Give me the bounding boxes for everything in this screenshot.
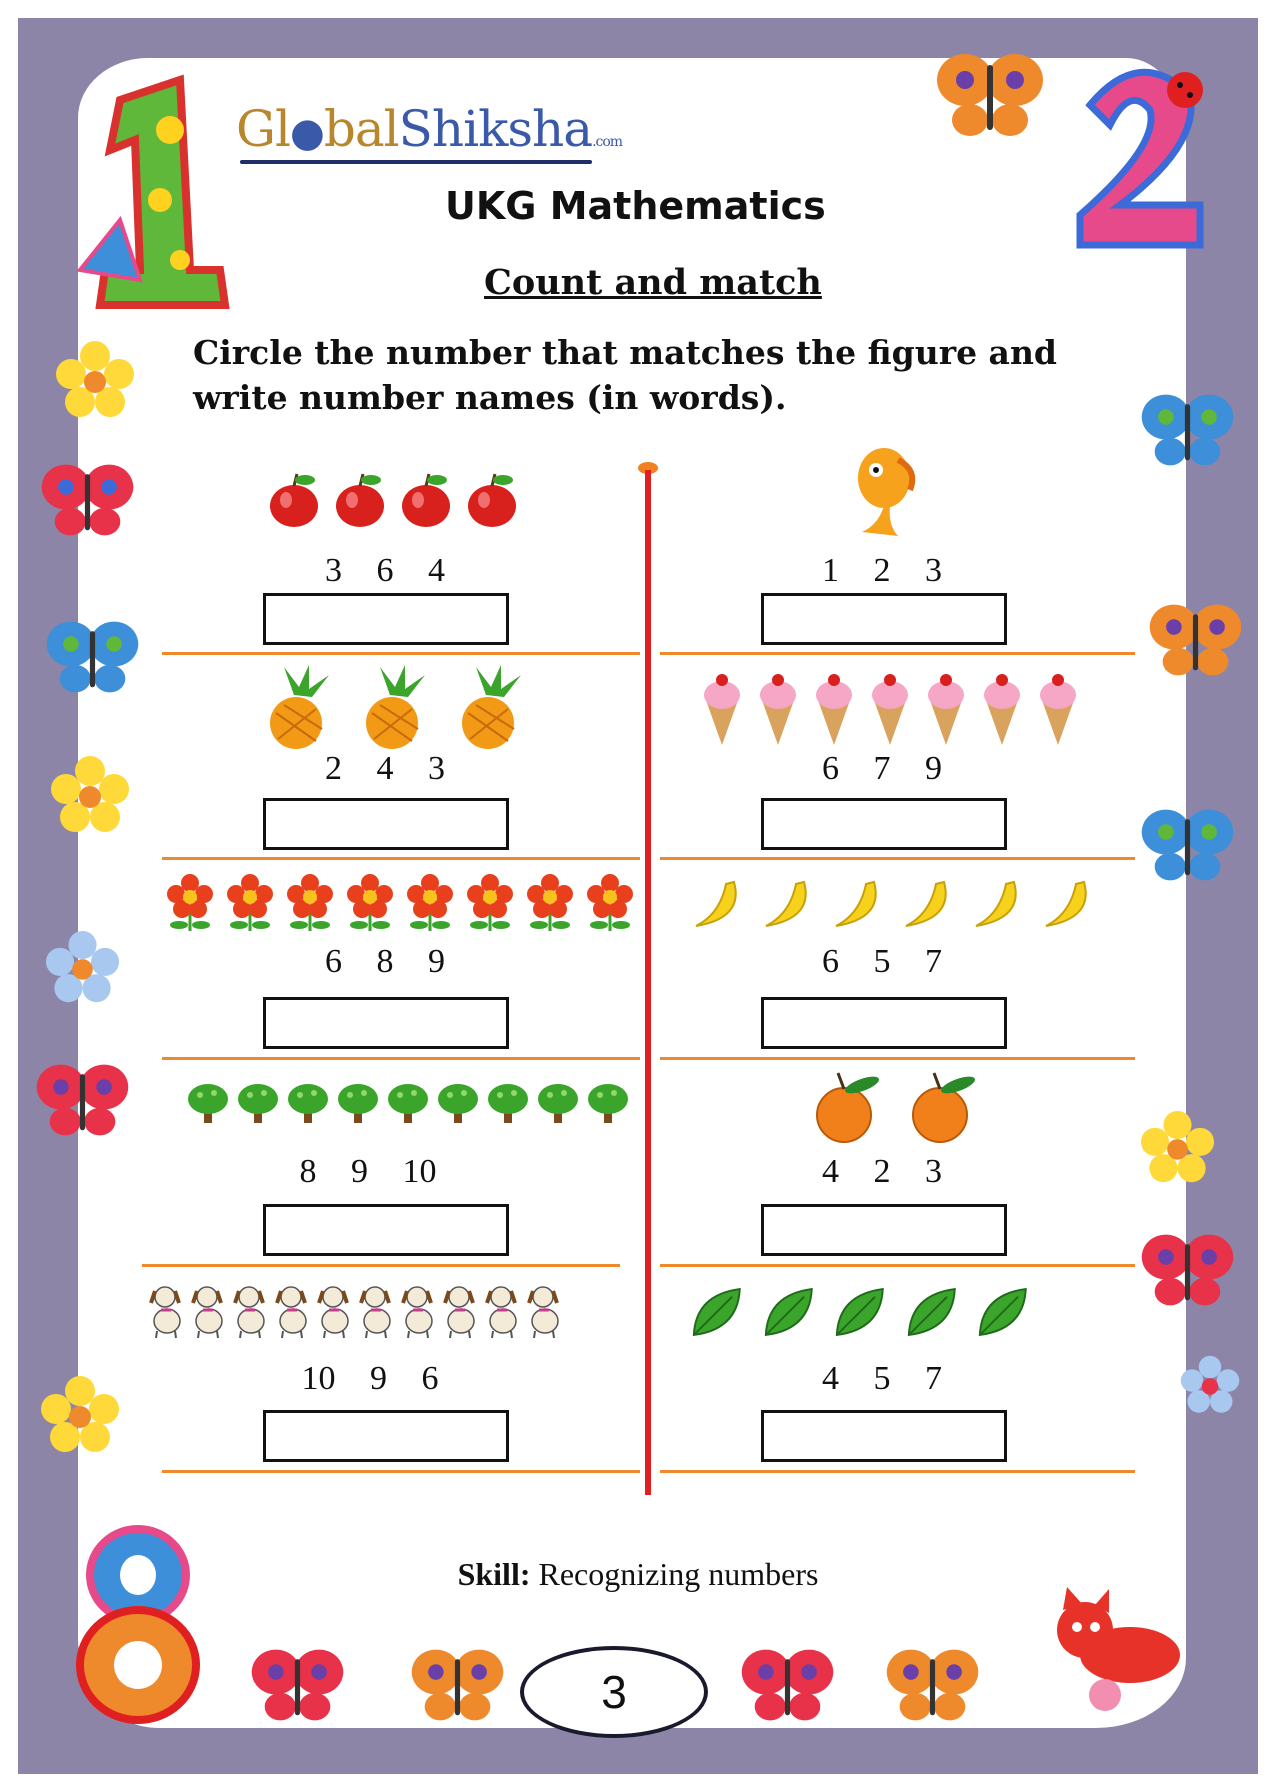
- row-separator: [162, 1470, 640, 1473]
- ice-cream-icon: [869, 671, 911, 747]
- number-options[interactable]: 2 4 3: [325, 750, 445, 787]
- tree-icon: [536, 1081, 580, 1125]
- ice-cream-icon: [813, 671, 855, 747]
- butterfly-icon: [1140, 385, 1235, 475]
- logo-text: Shiksha: [398, 100, 593, 158]
- dog-icon: [231, 1283, 269, 1339]
- flower-icon: [225, 873, 275, 933]
- banana-icon: [690, 878, 742, 932]
- page-number: 3: [520, 1646, 708, 1738]
- flower-icon: [585, 873, 635, 933]
- dog-icon: [525, 1283, 563, 1339]
- logo-text: Gl: [236, 100, 290, 158]
- flower-icon: [40, 1375, 120, 1455]
- flower-icon: [525, 873, 575, 933]
- apple-icon: [399, 470, 453, 528]
- logo-suffix: .com: [592, 134, 623, 150]
- ice-cream-icon: [1037, 671, 1079, 747]
- number-options[interactable]: 8 9 10: [299, 1153, 437, 1190]
- dog-icon: [189, 1283, 227, 1339]
- skill-label: Skill:: [457, 1556, 531, 1592]
- tree-icon: [186, 1081, 230, 1125]
- answer-box[interactable]: [761, 1410, 1007, 1462]
- banana-icon: [1040, 878, 1092, 932]
- pineapple-icon: [264, 665, 334, 750]
- tree-icon: [436, 1081, 480, 1125]
- pineapple-icon: [360, 665, 430, 750]
- apple-icon: [465, 470, 519, 528]
- answer-box[interactable]: [761, 1204, 1007, 1256]
- butterfly-icon: [935, 45, 1045, 145]
- dog-icon: [147, 1283, 185, 1339]
- tree-icon: [586, 1081, 630, 1125]
- leaf-icon: [762, 1284, 816, 1340]
- number-options[interactable]: 10 9 6: [301, 1360, 439, 1397]
- dog-icon: [273, 1283, 311, 1339]
- leaf-icon: [690, 1284, 744, 1340]
- flower-icon: [1140, 1110, 1215, 1185]
- butterfly-icon: [1140, 1225, 1235, 1315]
- number-options[interactable]: 4 2 3: [822, 1153, 942, 1190]
- butterfly-icon: [410, 1640, 505, 1730]
- butterfly-icon: [250, 1640, 345, 1730]
- row-separator: [660, 652, 1135, 655]
- answer-box[interactable]: [761, 798, 1007, 850]
- banana-icon: [970, 878, 1022, 932]
- ice-cream-icon: [757, 671, 799, 747]
- flower-icon: [165, 873, 215, 933]
- skill-text: Recognizing numbers: [530, 1556, 819, 1592]
- cat-illustration: [1045, 1585, 1195, 1715]
- flower-icon: [1180, 1355, 1240, 1415]
- logo-underline: [240, 160, 592, 164]
- row-separator: [142, 1264, 620, 1267]
- butterfly-icon: [1140, 800, 1235, 890]
- tree-icon: [486, 1081, 530, 1125]
- flower-icon: [405, 873, 455, 933]
- orange-icon: [908, 1065, 988, 1145]
- butterfly-icon: [740, 1640, 835, 1730]
- tree-icon: [236, 1081, 280, 1125]
- exercise-figures: [145, 1282, 565, 1340]
- flower-icon: [345, 873, 395, 933]
- banana-icon: [900, 878, 952, 932]
- row-separator: [162, 857, 640, 860]
- answer-box[interactable]: [263, 798, 509, 850]
- flower-icon: [45, 930, 120, 1005]
- flower-icon: [285, 873, 335, 933]
- answer-box[interactable]: [263, 997, 509, 1049]
- number-options[interactable]: 6 5 7: [822, 943, 942, 980]
- globalshiksha-logo: [236, 100, 622, 158]
- exercise-figures: [686, 875, 1096, 935]
- row-separator: [162, 652, 640, 655]
- instruction-text: Circle the number that matches the figure and write number names (in words).: [193, 333, 1058, 417]
- answer-box[interactable]: [761, 997, 1007, 1049]
- skill-note: [0, 1556, 1276, 1593]
- butterfly-icon: [40, 455, 135, 545]
- exercise-figures: [178, 1080, 638, 1125]
- ice-cream-icon: [701, 671, 743, 747]
- orange-icon: [812, 1065, 892, 1145]
- number-options[interactable]: 3 6 4: [325, 552, 445, 589]
- exercise-figures: [260, 468, 525, 530]
- decorative-number-two: [1070, 55, 1210, 255]
- flower-icon: [55, 340, 135, 420]
- page-subtitle: Count and match: [484, 262, 822, 303]
- exercise-figures: [690, 1282, 1030, 1342]
- tree-icon: [286, 1081, 330, 1125]
- apple-icon: [267, 470, 321, 528]
- ice-cream-icon: [981, 671, 1023, 747]
- exercise-figures: [800, 1065, 1000, 1145]
- number-options[interactable]: 6 7 9: [822, 750, 942, 787]
- exercise-figures: [697, 670, 1082, 748]
- pineapple-icon: [456, 665, 526, 750]
- flower-icon: [50, 755, 130, 835]
- leaf-icon: [976, 1284, 1030, 1340]
- dog-icon: [399, 1283, 437, 1339]
- number-options[interactable]: 1 2 3: [822, 552, 942, 589]
- ice-cream-icon: [925, 671, 967, 747]
- answer-box[interactable]: [761, 593, 1007, 645]
- center-divider: [645, 470, 651, 1495]
- logo-text: bal: [323, 100, 399, 158]
- globe-icon: ●: [289, 110, 324, 156]
- flower-icon: [465, 873, 515, 933]
- butterfly-icon: [885, 1640, 980, 1730]
- decorative-number-one: [60, 70, 240, 310]
- butterfly-icon: [35, 1055, 130, 1145]
- butterfly-icon: [45, 612, 140, 702]
- decorative-number-eight: [68, 1520, 208, 1730]
- fish-icon: [848, 440, 918, 540]
- leaf-icon: [905, 1284, 959, 1340]
- number-options[interactable]: 4 5 7: [822, 1360, 942, 1397]
- exercise-figures: [262, 665, 527, 750]
- row-separator: [660, 857, 1135, 860]
- tree-icon: [336, 1081, 380, 1125]
- exercise-figures: [165, 872, 635, 934]
- answer-box[interactable]: [263, 1204, 509, 1256]
- apple-icon: [333, 470, 387, 528]
- answer-box[interactable]: [263, 593, 509, 645]
- butterfly-icon: [1148, 595, 1243, 685]
- page-title: UKG Mathematics: [445, 184, 826, 228]
- tree-icon: [386, 1081, 430, 1125]
- row-separator: [162, 1057, 640, 1060]
- row-separator: [660, 1057, 1135, 1060]
- dog-icon: [357, 1283, 395, 1339]
- banana-icon: [760, 878, 812, 932]
- dog-icon: [441, 1283, 479, 1339]
- dog-icon: [315, 1283, 353, 1339]
- dog-icon: [483, 1283, 521, 1339]
- banana-icon: [830, 878, 882, 932]
- answer-box[interactable]: [263, 1410, 509, 1462]
- row-separator: [660, 1264, 1135, 1267]
- leaf-icon: [833, 1284, 887, 1340]
- number-options[interactable]: 6 8 9: [325, 943, 445, 980]
- row-separator: [660, 1470, 1135, 1473]
